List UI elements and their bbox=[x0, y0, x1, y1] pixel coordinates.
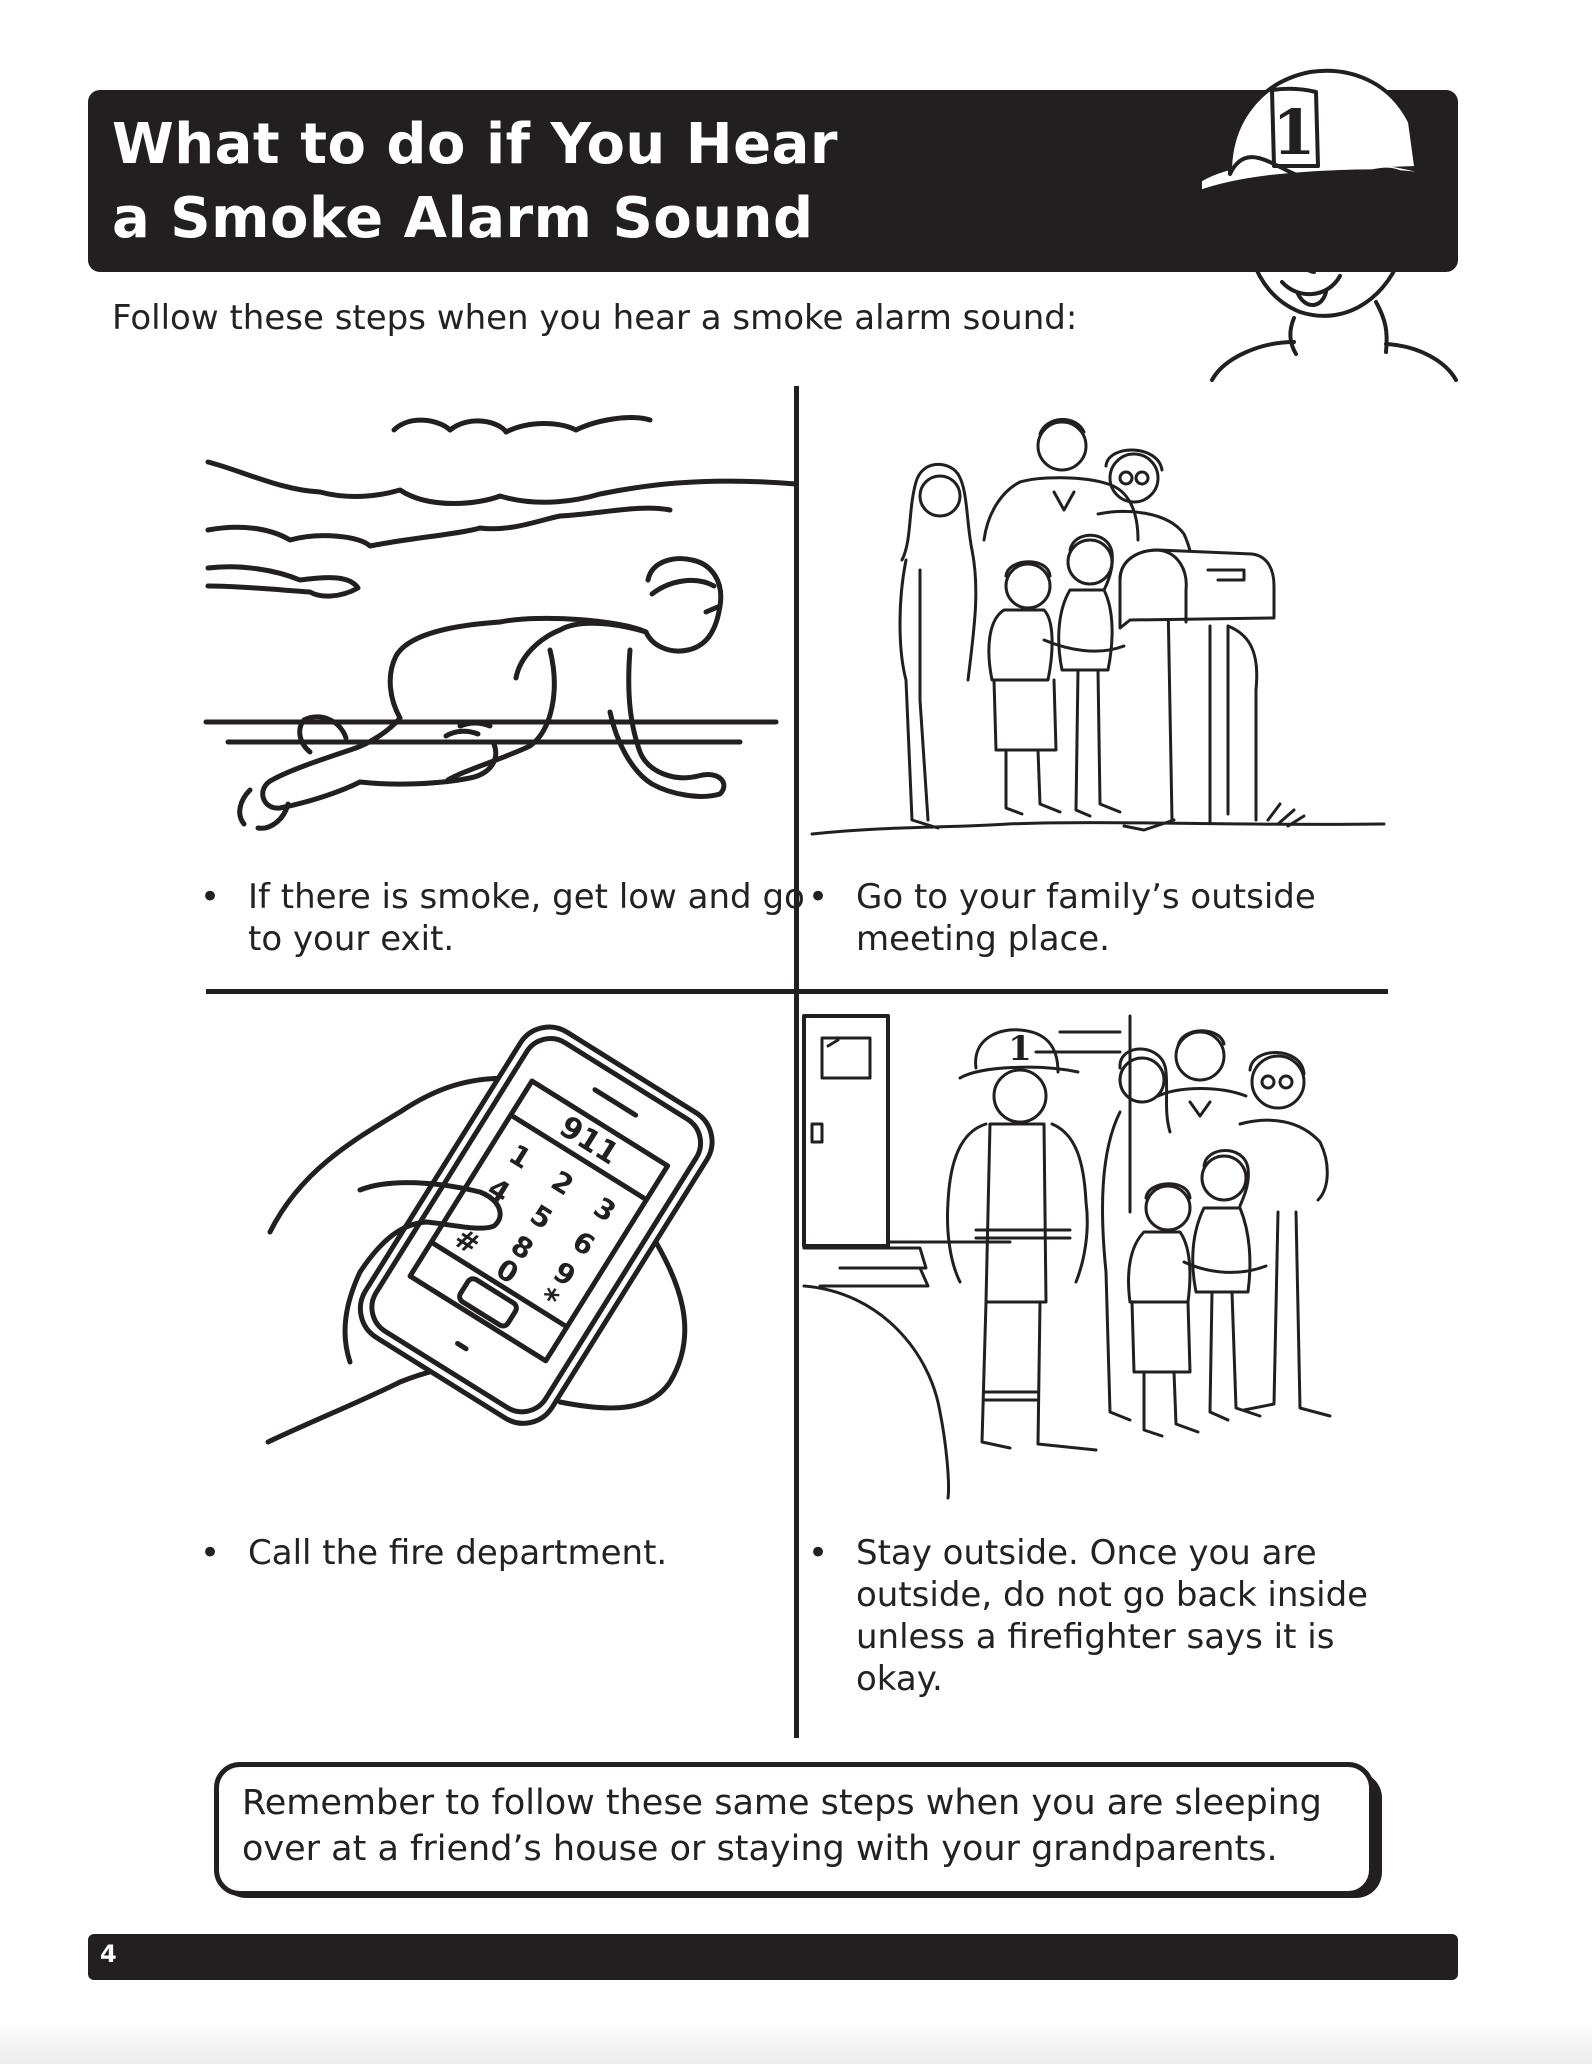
phone-key-star: * bbox=[532, 1280, 565, 1319]
step-2-bullet: • bbox=[808, 877, 829, 917]
phone-screen-number: 911 bbox=[553, 1109, 625, 1173]
step-4-bullet: • bbox=[808, 1533, 829, 1573]
family-with-firefighter-outside-icon bbox=[800, 1012, 1390, 1502]
firefighter-mascot-icon bbox=[1190, 62, 1460, 382]
mascot-helmet-number: 1 bbox=[1272, 96, 1316, 169]
page-bottom-shade bbox=[0, 2020, 1592, 2064]
hand-dialing-911-phone-icon bbox=[250, 1002, 770, 1462]
phone-key-9: 9 bbox=[547, 1254, 582, 1294]
phone-key-3: 3 bbox=[587, 1190, 622, 1229]
phone-key-1: 1 bbox=[503, 1137, 538, 1176]
firefighter-helmet-number: 1 bbox=[1008, 1029, 1032, 1069]
phone-key-8: 8 bbox=[505, 1228, 540, 1267]
page-title-line-2: a Smoke Alarm Sound bbox=[112, 186, 814, 251]
reminder-text: Remember to follow these same steps when you are sleeping over at a friend’s house or staying with your grandparents. bbox=[242, 1783, 1322, 1869]
step-3-text bbox=[200, 1532, 808, 1574]
phone-key-6: 6 bbox=[566, 1224, 601, 1263]
footer-bar bbox=[88, 1934, 1458, 1980]
intro-text: Follow these steps when you hear a smoke alarm sound: bbox=[112, 298, 1078, 338]
phone-key-hash: # bbox=[448, 1221, 486, 1262]
step-3-bullet: • bbox=[200, 1533, 221, 1573]
phone-key-2: 2 bbox=[545, 1164, 580, 1203]
page-title-line-1: What to do if You Hear bbox=[112, 112, 839, 177]
step-4-label: Stay outside. Once you are outside, do not go back inside unless a firefighter says it is okay. bbox=[856, 1533, 1369, 1699]
phone-key-5: 5 bbox=[524, 1197, 559, 1237]
page-number: 4 bbox=[100, 1940, 117, 1968]
step-1-bullet: • bbox=[200, 877, 221, 917]
person-crawling-under-smoke-icon bbox=[200, 400, 796, 870]
step-1-label: If there is smoke, get low and go to your exit. bbox=[248, 877, 805, 959]
step-2-text bbox=[808, 876, 1416, 960]
phone-key-4: 4 bbox=[481, 1171, 516, 1210]
step-1-text bbox=[200, 876, 808, 960]
family-at-mailbox-icon bbox=[808, 400, 1390, 870]
page-title bbox=[112, 108, 838, 256]
horizontal-divider bbox=[206, 989, 1388, 994]
phone-key-0: 0 bbox=[490, 1252, 525, 1291]
step-3-label: Call the fire department. bbox=[248, 1533, 668, 1573]
step-2-label: Go to your family’s outside meeting place. bbox=[856, 877, 1316, 959]
step-4-text bbox=[808, 1532, 1416, 1700]
